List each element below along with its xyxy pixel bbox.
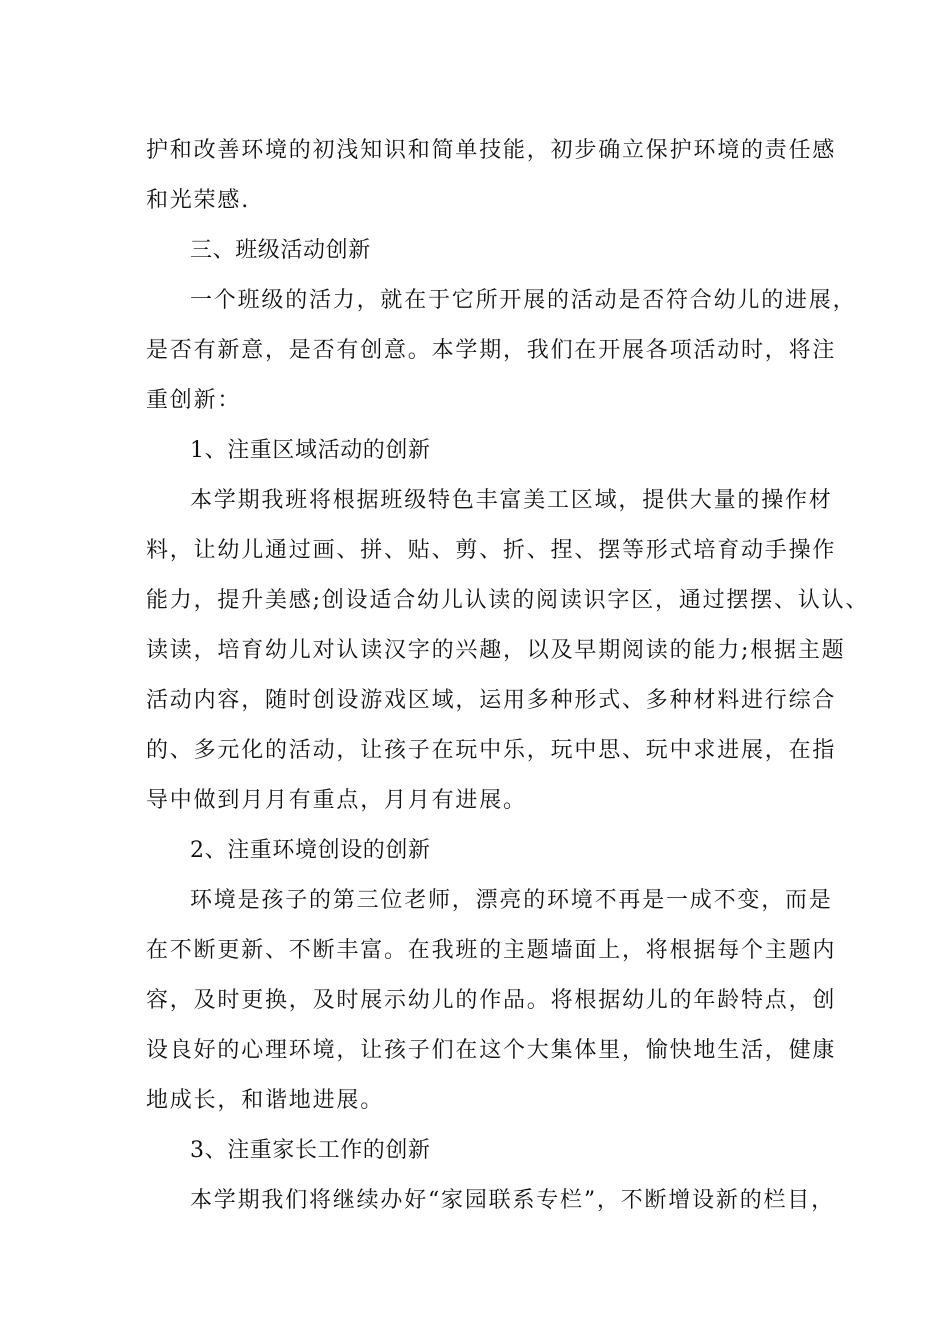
- paragraph-line: 环境是孩子的第三位老师，漂亮的环境不再是一成不变，而是: [190, 888, 833, 913]
- paragraph-line: 能力，提升美感;创设适合幼儿认读的阅读识字区，通过摆摆、认认、: [146, 588, 870, 613]
- paragraph-line: 重创新：: [146, 388, 242, 413]
- paragraph-line: 的、多元化的活动，让孩子在玩中乐，玩中思、玩中求进展，在指: [146, 738, 837, 763]
- paragraph-line: 地成长，和谐地进展。: [146, 1088, 385, 1113]
- paragraph-line: 料，让幼儿通过画、拼、贴、剪、折、捏、摆等形式培育动手操作: [146, 538, 837, 563]
- section-heading: 三、班级活动创新: [190, 238, 371, 263]
- paragraph-line: 容，及时更换，及时展示幼儿的作品。将根据幼儿的年龄特点，创: [146, 988, 837, 1013]
- subsection-heading: 1、注重区域活动的创新: [190, 438, 431, 463]
- paragraph-line: 护和改善环境的初浅知识和简单技能，初步确立保护环境的责任感: [146, 138, 837, 163]
- paragraph-line: 读读，培育幼儿对认读汉字的兴趣，以及早期阅读的能力;根据主题: [146, 638, 846, 663]
- paragraph-line: 在不断更新、不断丰富。在我班的主题墙面上，将根据每个主题内: [146, 938, 837, 963]
- paragraph-line: 活动内容，随时创设游戏区域，运用多种形式、多种材料进行综合: [146, 688, 837, 713]
- paragraph-line: 导中做到月月有重点，月月有进展。: [146, 788, 527, 813]
- paragraph-line: 一个班级的活力，就在于它所开展的活动是否符合幼儿的进展，: [190, 288, 857, 313]
- subsection-heading: 2、注重环境创设的创新: [190, 838, 431, 863]
- document-body: [146, 126, 870, 1226]
- paragraph-line: 本学期我们将继续办好“家园联系专栏”，不断增设新的栏目，: [190, 1188, 835, 1213]
- paragraph-line: 是否有新意，是否有创意。本学期，我们在开展各项活动时，将注: [146, 338, 837, 363]
- paragraph-line: 设良好的心理环境，让孩子们在这个大集体里，愉快地生活，健康: [146, 1038, 837, 1063]
- subsection-heading: 3、注重家长工作的创新: [190, 1138, 431, 1163]
- paragraph-line: 本学期我班将根据班级特色丰富美工区域，提供大量的操作材: [190, 488, 833, 513]
- paragraph-line: 和光荣感.: [146, 188, 250, 213]
